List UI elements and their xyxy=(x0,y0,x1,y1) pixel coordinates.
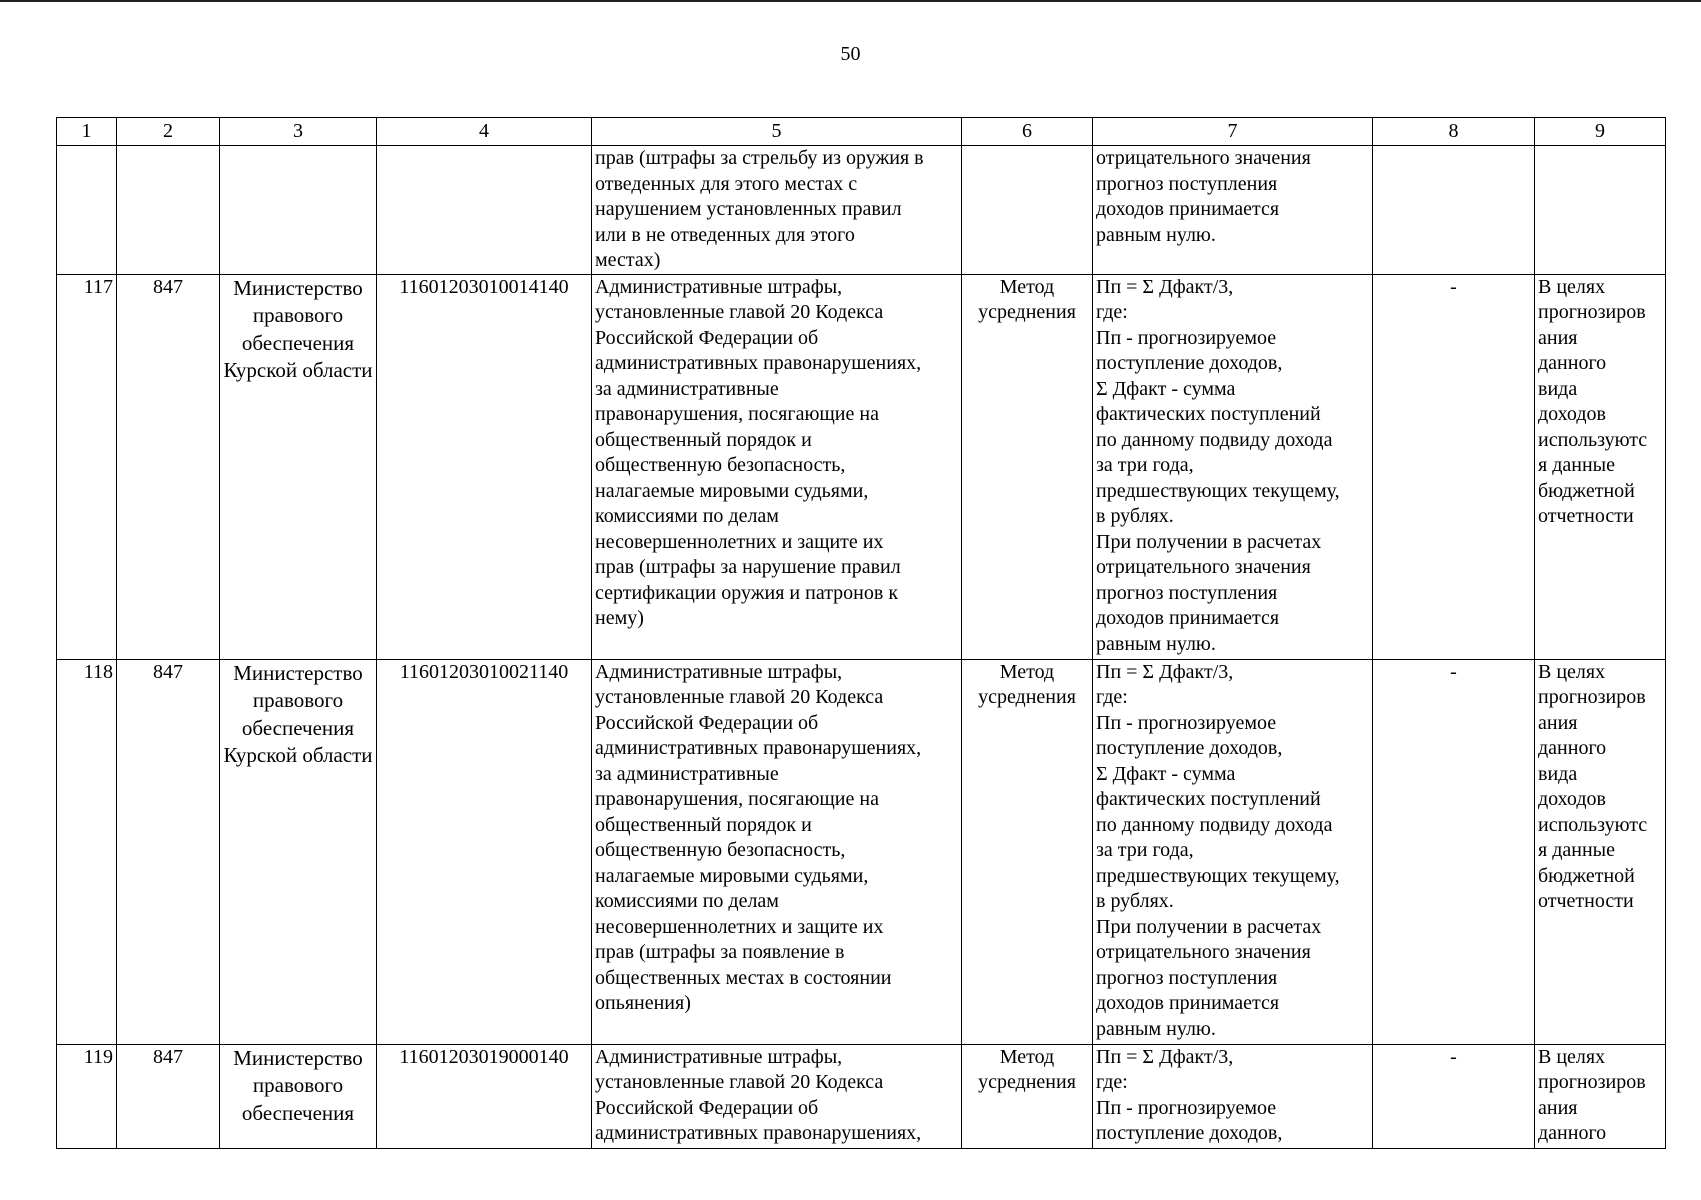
empty-cell xyxy=(220,146,377,275)
budget-classification-code: 11601203010021140 xyxy=(377,659,592,1044)
method-cell: Метод усреднения xyxy=(962,659,1093,1044)
continuation-row xyxy=(57,146,1666,275)
column-header-9: 9 xyxy=(1535,118,1666,146)
column-8-cell: - xyxy=(1373,274,1535,659)
note-cell: В целях прогнозиров ания данного вида доходов используютс я данные бюджетной отчетности xyxy=(1535,274,1666,659)
formula-cell: Пп = Σ Дфакт/3, где: Пп - прогнозируемое поступление доходов, Σ Дфакт - сумма фактических поступлений по данному подвиду дохода за три года, предшествующих текущему, в рублях. При получении в расчетах отрицательного значения прогноз поступления доходов принимается равным нулю. xyxy=(1093,659,1373,1044)
scan-edge xyxy=(0,0,1701,2)
budget-classification-code: 11601203019000140 xyxy=(377,1044,592,1148)
formula-cell: отрицательного значения прогноз поступления доходов принимается равным нулю. xyxy=(1093,146,1373,275)
row-number: 118 xyxy=(57,659,117,1044)
table-row xyxy=(57,659,1666,1044)
description-cell: Административные штрафы, установленные главой 20 Кодекса Российской Федерации об административных правонарушениях, за административные правонарушения, посягающие на общественный порядок и общественную безопасность, налагаемые мировыми судьями, комиссиями по делам несовершеннолетних и защите их прав (штрафы за появление в общественных местах в состоянии опьянения) xyxy=(592,659,962,1044)
formula-cell: Пп = Σ Дфакт/3, где: Пп - прогнозируемое поступление доходов, xyxy=(1093,1044,1373,1148)
empty-cell xyxy=(1373,146,1535,275)
formula-cell: Пп = Σ Дфакт/3, где: Пп - прогнозируемое поступление доходов, Σ Дфакт - сумма фактических поступлений по данному подвиду дохода за три года, предшествующих текущему, в рублях. При получении в расчетах отрицательного значения прогноз поступления доходов принимается равным нулю. xyxy=(1093,274,1373,659)
empty-cell xyxy=(377,146,592,275)
column-header-8: 8 xyxy=(1373,118,1535,146)
method-cell: Метод усреднения xyxy=(962,1044,1093,1148)
budget-classification-code: 11601203010014140 xyxy=(377,274,592,659)
revenue-forecast-table xyxy=(56,117,1666,1149)
admin-code: 847 xyxy=(117,274,220,659)
method-cell: Метод усреднения xyxy=(962,274,1093,659)
column-header-1: 1 xyxy=(57,118,117,146)
note-cell: В целях прогнозиров ания данного вида доходов используютс я данные бюджетной отчетности xyxy=(1535,659,1666,1044)
row-number: 119 xyxy=(57,1044,117,1148)
column-header-2: 2 xyxy=(117,118,220,146)
column-header-7: 7 xyxy=(1093,118,1373,146)
column-8-cell: - xyxy=(1373,1044,1535,1148)
column-header-5: 5 xyxy=(592,118,962,146)
table-row xyxy=(57,1044,1666,1148)
empty-cell xyxy=(1535,146,1666,275)
column-8-cell: - xyxy=(1373,659,1535,1044)
row-number: 117 xyxy=(57,274,117,659)
description-cell: Административные штрафы, установленные главой 20 Кодекса Российской Федерации об административных правонарушениях, за административные правонарушения, посягающие на общественный порядок и общественную безопасность, налагаемые мировыми судьями, комиссиями по делам несовершеннолетних и защите их прав (штрафы за нарушение правил сертификации оружия и патронов к нему) xyxy=(592,274,962,659)
header-row xyxy=(57,118,1666,146)
empty-cell xyxy=(57,146,117,275)
page-number: 50 xyxy=(840,43,861,65)
column-header-6: 6 xyxy=(962,118,1093,146)
admin-code: 847 xyxy=(117,1044,220,1148)
column-header-4: 4 xyxy=(377,118,592,146)
administrator-name: Министерство правового обеспечения xyxy=(220,1044,377,1148)
description-cell: прав (штрафы за стрельбу из оружия в отведенных для этого местах с нарушением установленных правил или в не отведенных для этого местах) xyxy=(592,146,962,275)
table-row xyxy=(57,274,1666,659)
empty-cell xyxy=(117,146,220,275)
administrator-name: Министерство правового обеспечения Курской области xyxy=(220,659,377,1044)
admin-code: 847 xyxy=(117,659,220,1044)
column-header-3: 3 xyxy=(220,118,377,146)
empty-cell xyxy=(962,146,1093,275)
note-cell: В целях прогнозиров ания данного xyxy=(1535,1044,1666,1148)
description-cell: Административные штрафы, установленные главой 20 Кодекса Российской Федерации об административных правонарушениях, xyxy=(592,1044,962,1148)
administrator-name: Министерство правового обеспечения Курской области xyxy=(220,274,377,659)
